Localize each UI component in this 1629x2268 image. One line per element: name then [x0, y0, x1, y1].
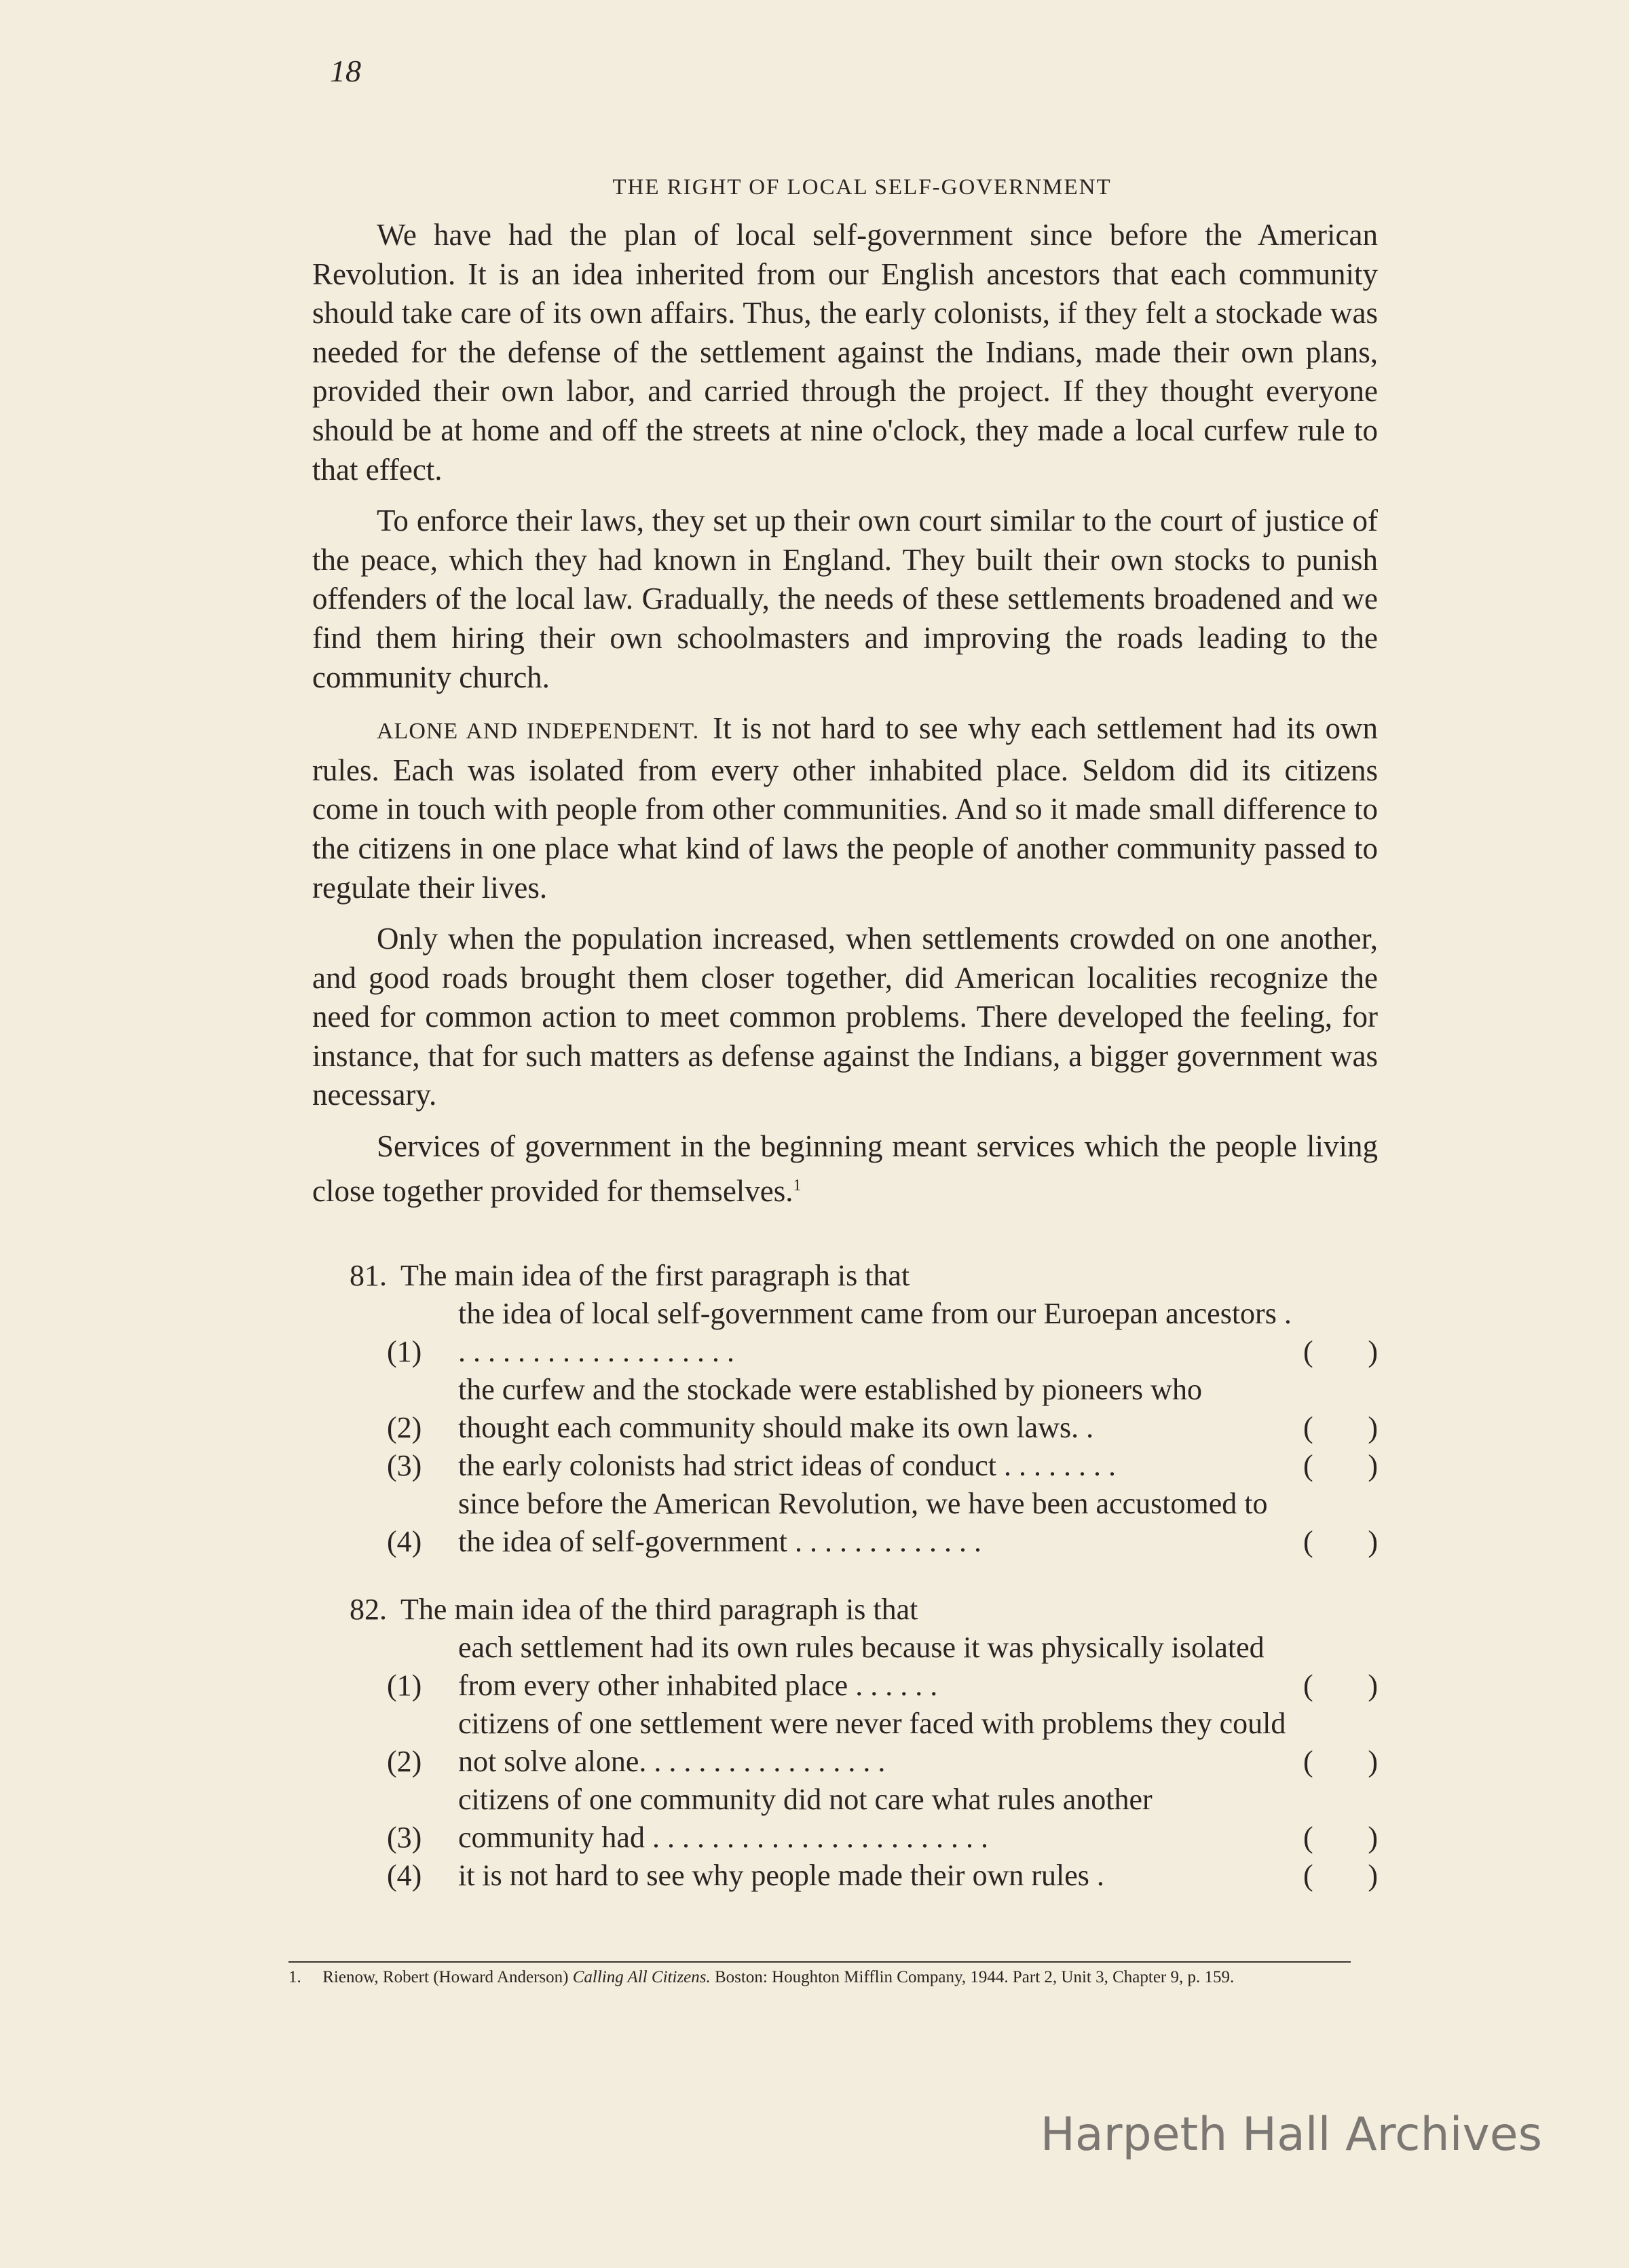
passage-paragraph-1: We have had the plan of local self-government since before the American Revolution. It is an idea inherited from our English ancestors that each community should take care of its own affairs. Thus, the early colonists, if they felt a stockade was needed for the defense of the settlement against the Indians, made their own plans, provided their own labor, and carried through the project. If they thought everyone should be at home and off the streets at nine o'clock, they made a local curfew rule to that effect. — [312, 218, 1378, 487]
option-text: the early colonists had strict ideas of conduct . . . . . . . . — [458, 1449, 1116, 1482]
footnote-reference: 1 — [793, 1176, 802, 1194]
answer-option[interactable] — [312, 1485, 1378, 1561]
option-text: citizens of one settlement were never faced with problems they could not solve alone. . . . . . . . . . . . . . . . . — [458, 1707, 1286, 1778]
question-text: The main idea of the first paragraph is that — [400, 1259, 910, 1292]
answer-option[interactable] — [312, 1447, 1378, 1485]
answer-blank[interactable]: ( ) — [1303, 1859, 1378, 1892]
passage-paragraph-3-text: It is not hard to see why each settlement had its own rules. Each was isolated from every other inhabited place. Seldom did its citizens come in touch with people from other communities. And so it made small difference to the citizens in one place what kind of laws the people of another community passed to regulate their lives. — [312, 711, 1378, 905]
answer-blank[interactable]: ( ) — [1303, 1669, 1378, 1702]
archive-watermark: Harpeth Hall Archives — [1040, 2108, 1542, 2161]
passage-paragraph-5 — [312, 1127, 1378, 1211]
question-number: 82. — [350, 1593, 387, 1626]
option-number: (4) — [387, 1525, 422, 1558]
option-text: since before the American Revolution, we have been accustomed to the idea of self-government . . . . . . . . . . . . . — [458, 1487, 1268, 1558]
option-number: (1) — [387, 1335, 422, 1368]
answer-option[interactable] — [312, 1629, 1378, 1705]
answer-blank[interactable]: ( ) — [1303, 1821, 1378, 1854]
footnote-divider — [288, 1961, 1351, 1963]
question-stem — [312, 1257, 1378, 1295]
passage-paragraph-2: To enforce their laws, they set up their own court similar to the court of justice of the peace, which they had known in England. They built their own stocks to punish offenders of the local law. Gradually, the needs of these settlements broadened and we find them hiring their own schoolmasters and improving the roads leading to the community church. — [312, 504, 1378, 694]
answer-blank[interactable]: ( ) — [1303, 1745, 1378, 1778]
reading-passage — [312, 216, 1378, 1223]
answer-option[interactable] — [312, 1371, 1378, 1447]
option-number: (2) — [387, 1411, 422, 1444]
option-text: the curfew and the stockade were established by pioneers who thought each community should make its own laws. . — [458, 1373, 1202, 1444]
question-number: 81. — [350, 1259, 387, 1292]
run-in-heading: ALONE AND INDEPENDENT. — [377, 719, 700, 744]
option-text: the idea of local self-government came from our Euroepan ancestors . . . . . . . . . . . . . . . . . . . . — [458, 1297, 1292, 1368]
passage-paragraph-3 — [312, 709, 1378, 907]
passage-paragraph-4: Only when the population increased, when settlements crowded on one another, and good roads brought them closer together, did American localities recognize the need for common action to meet common problems. There developed the feeling, for instance, that for such matters as defense against the Indians, a bigger government was necessary. — [312, 922, 1378, 1112]
option-number: (1) — [387, 1669, 422, 1702]
answer-option[interactable] — [312, 1705, 1378, 1781]
option-text: each settlement had its own rules because it was physically isolated from every other inhabited place . . . . . . — [458, 1631, 1265, 1702]
question-stem — [312, 1591, 1378, 1629]
answer-option[interactable] — [312, 1857, 1378, 1895]
option-text: citizens of one community did not care what rules another community had . . . . . . . . . . . . . . . . . . . . . . . — [458, 1783, 1153, 1854]
answer-blank[interactable]: ( ) — [1303, 1525, 1378, 1558]
passage-paragraph-5-text: Services of government in the beginning meant services which the people living close together provided for themselves. — [312, 1129, 1378, 1208]
page-number: 18 — [330, 54, 361, 88]
question-list — [312, 1257, 1378, 1925]
footnote-publication: Boston: Houghton Mifflin Company, 1944. Part 2, Unit 3, Chapter 9, p. 159. — [715, 1968, 1235, 1986]
option-number: (3) — [387, 1821, 422, 1854]
answer-blank[interactable]: ( ) — [1303, 1411, 1378, 1444]
footnote-title: Calling All Citizens. — [572, 1968, 711, 1986]
question-82 — [312, 1591, 1378, 1895]
answer-blank[interactable]: ( ) — [1303, 1449, 1378, 1482]
question-text: The main idea of the third paragraph is that — [400, 1593, 918, 1626]
footnote-author: Rienow, Robert (Howard Anderson) — [322, 1968, 569, 1986]
option-number: (2) — [387, 1745, 422, 1778]
footnote — [288, 1968, 1374, 1987]
answer-option[interactable] — [312, 1295, 1378, 1371]
footnote-number: 1. — [288, 1968, 301, 1986]
option-text: it is not hard to see why people made their own rules . — [458, 1859, 1104, 1892]
question-81 — [312, 1257, 1378, 1561]
answer-blank[interactable]: ( ) — [1303, 1335, 1378, 1368]
answer-option[interactable] — [312, 1781, 1378, 1857]
option-number: (3) — [387, 1449, 422, 1482]
page-heading: THE RIGHT OF LOCAL SELF-GOVERNMENT — [612, 175, 1112, 200]
option-number: (4) — [387, 1859, 422, 1892]
